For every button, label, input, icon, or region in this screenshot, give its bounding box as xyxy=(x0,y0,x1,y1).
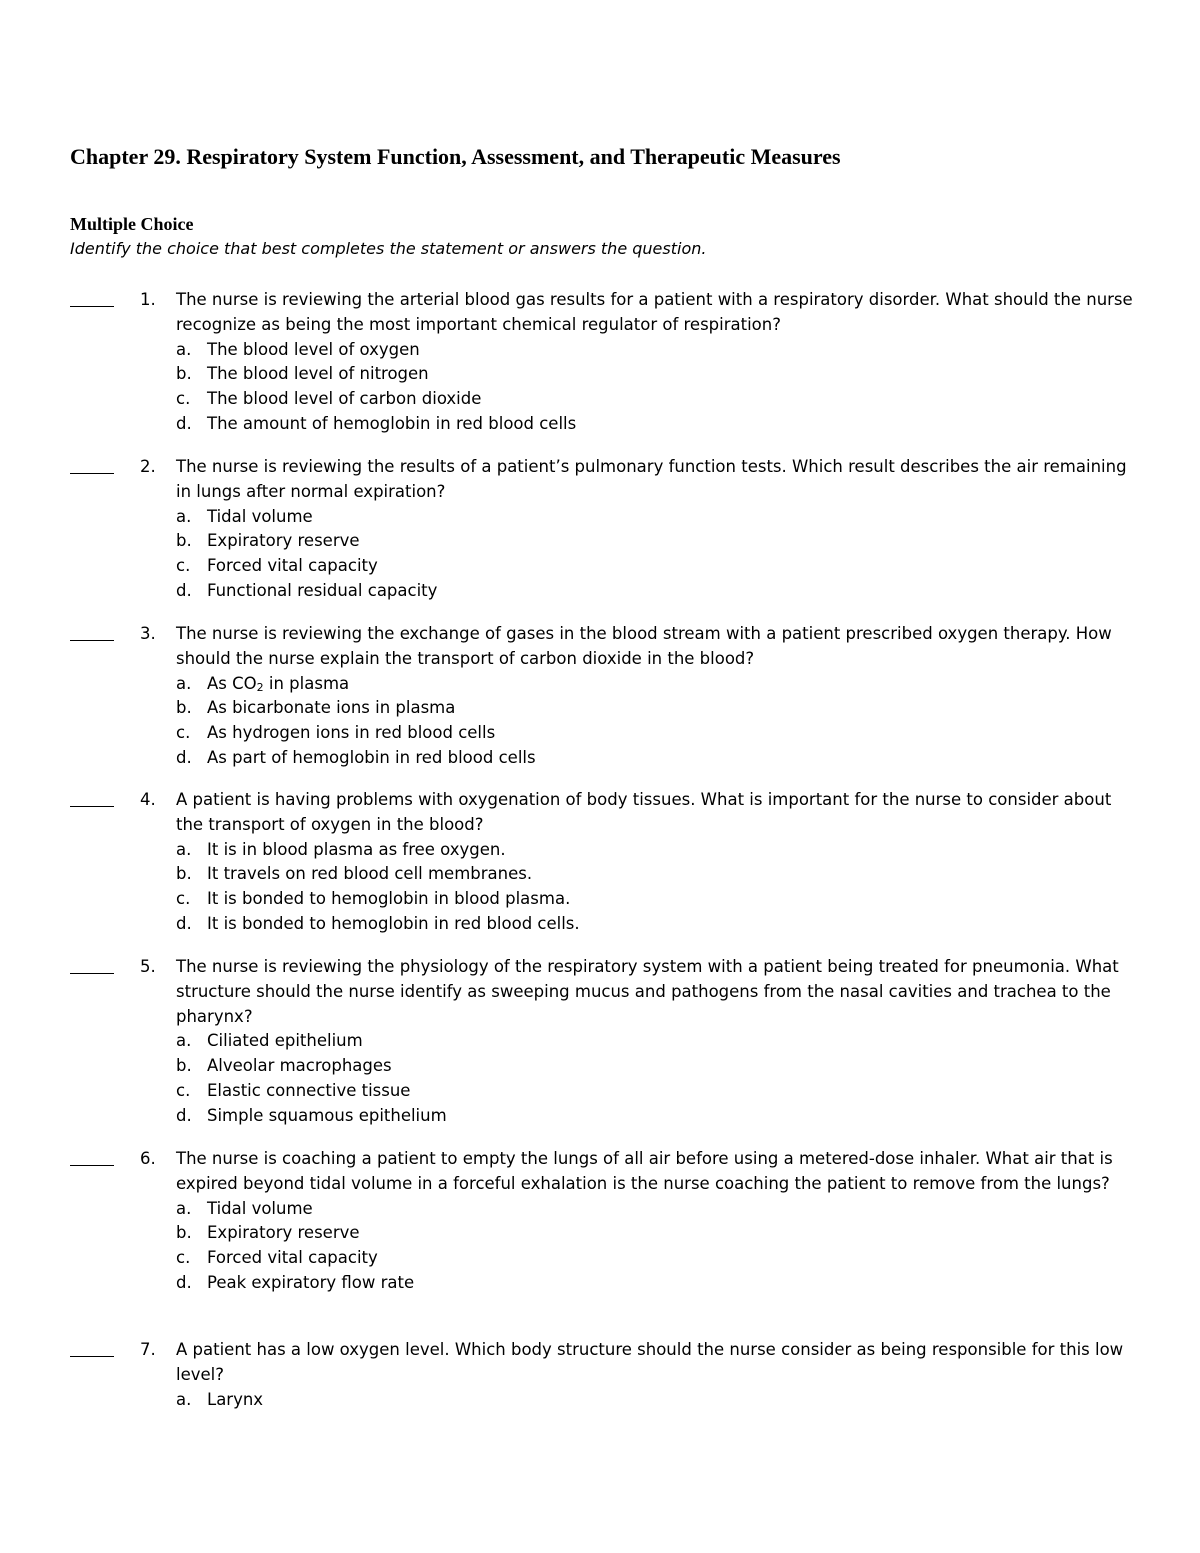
question-stem: A patient is having problems with oxygenation of body tissues. What is important for the nurse to consider about the transport of oxygen in the blood? xyxy=(176,790,1112,834)
choice-text: Elastic connective tissue xyxy=(207,1080,411,1100)
choice-letter: c. xyxy=(176,1248,191,1268)
choice-text: Simple squamous epithelium xyxy=(207,1105,447,1125)
question-number: 5. xyxy=(140,957,156,976)
choice-a xyxy=(176,1197,1140,1222)
choice-c xyxy=(176,1079,1140,1104)
question-1 xyxy=(70,288,1140,437)
question-number: 3. xyxy=(140,624,156,643)
question-4 xyxy=(70,788,1140,937)
choice-letter: b. xyxy=(176,698,192,718)
answer-blank[interactable] xyxy=(70,1165,114,1166)
choice-text: The blood level of carbon dioxide xyxy=(207,389,482,409)
choice-text: It is bonded to hemoglobin in blood plasma. xyxy=(207,889,571,909)
choice-b xyxy=(176,1221,1140,1246)
answer-blank[interactable] xyxy=(70,640,114,641)
question-5 xyxy=(70,955,1140,1129)
choice-text: The blood level of oxygen xyxy=(207,339,420,359)
choice-a xyxy=(176,838,1140,863)
question-stem: The nurse is coaching a patient to empty the lungs of all air before using a metered-dose inhaler. What air that is expired beyond tidal volume in a forceful exhalation is the nurse coaching the patient to remove from the lungs? xyxy=(176,1149,1113,1193)
section-title: Multiple Choice xyxy=(70,214,194,234)
choice-letter: d. xyxy=(176,580,192,600)
choice-letter: c. xyxy=(176,1080,191,1100)
choice-letter: b. xyxy=(176,864,192,884)
question-6 xyxy=(70,1147,1140,1296)
choice-letter: d. xyxy=(176,1272,192,1292)
question-2 xyxy=(70,455,1140,604)
choice-text: It is bonded to hemoglobin in red blood cells. xyxy=(207,913,580,933)
question-stem: The nurse is reviewing the exchange of gases in the blood stream with a patient prescribed oxygen therapy. How should the nurse explain the transport of carbon dioxide in the blood? xyxy=(176,624,1112,668)
choice-text: Expiratory reserve xyxy=(207,531,360,551)
choice-text: Expiratory reserve xyxy=(207,1223,360,1243)
choice-text: As part of hemoglobin in red blood cells xyxy=(207,747,536,767)
answer-blank[interactable] xyxy=(70,1356,114,1357)
question-number: 4. xyxy=(140,790,156,809)
choice-text: The blood level of nitrogen xyxy=(207,364,429,384)
choice-b xyxy=(176,1054,1140,1079)
choice-letter: a. xyxy=(176,506,192,526)
choice-a xyxy=(176,338,1140,363)
choice-text: Forced vital capacity xyxy=(207,556,378,576)
question-7 xyxy=(70,1338,1140,1412)
choice-letter: c. xyxy=(176,889,191,909)
question-stem: The nurse is reviewing the arterial blood gas results for a patient with a respiratory disorder. What should the nurse recognize as being the most important chemical regulator of respiration? xyxy=(176,290,1133,334)
instructions: Identify the choice that best completes the statement or answers the question. xyxy=(70,239,707,258)
choice-letter: a. xyxy=(176,1389,192,1409)
choice-d xyxy=(176,412,1140,437)
choice-letter: b. xyxy=(176,1223,192,1243)
choice-b xyxy=(176,362,1140,387)
question-number: 1. xyxy=(140,290,156,309)
answer-blank[interactable] xyxy=(70,473,114,474)
choice-text: The amount of hemoglobin in red blood cells xyxy=(207,413,577,433)
choice-subscript: 2 xyxy=(256,680,264,694)
choice-letter: b. xyxy=(176,531,192,551)
choice-d xyxy=(176,912,1140,937)
choice-d xyxy=(176,1104,1140,1129)
chapter-title: Chapter 29. Respiratory System Function, Assessment, and Therapeutic Measures xyxy=(70,144,841,169)
choice-b xyxy=(176,529,1140,554)
question-number: 6. xyxy=(140,1149,156,1168)
choice-b xyxy=(176,696,1140,721)
choice-text: As hydrogen ions in red blood cells xyxy=(207,723,496,743)
choice-letter: c. xyxy=(176,556,191,576)
choice-text: Ciliated epithelium xyxy=(207,1031,363,1051)
choice-letter: d. xyxy=(176,1105,192,1125)
choice-text: Alveolar macrophages xyxy=(207,1056,392,1076)
choice-text: Forced vital capacity xyxy=(207,1248,378,1268)
choice-a xyxy=(176,672,1140,697)
choice-letter: a. xyxy=(176,339,192,359)
choice-letter: c. xyxy=(176,723,191,743)
choice-text: As bicarbonate ions in plasma xyxy=(207,698,456,718)
choice-a xyxy=(176,505,1140,530)
question-stem: The nurse is reviewing the physiology of the respiratory system with a patient being treated for pneumonia. What structure should the nurse identify as sweeping mucus and pathogens from the nasal cavities and trachea to the pharynx? xyxy=(176,957,1119,1026)
choice-letter: d. xyxy=(176,747,192,767)
choice-b xyxy=(176,862,1140,887)
answer-blank[interactable] xyxy=(70,973,114,974)
question-3 xyxy=(70,622,1140,771)
choice-c xyxy=(176,554,1140,579)
choice-letter: c. xyxy=(176,389,191,409)
choice-text: Tidal volume xyxy=(207,1198,313,1218)
choice-c xyxy=(176,387,1140,412)
question-stem: The nurse is reviewing the results of a patient’s pulmonary function tests. Which result describes the air remaining in lungs after normal expiration? xyxy=(176,457,1127,501)
choice-c xyxy=(176,1246,1140,1271)
choice-a xyxy=(176,1029,1140,1054)
choice-letter: b. xyxy=(176,364,192,384)
answer-blank[interactable] xyxy=(70,806,114,807)
choice-letter: a. xyxy=(176,1031,192,1051)
choice-text: Functional residual capacity xyxy=(207,580,438,600)
choice-letter: a. xyxy=(176,839,192,859)
choice-text: As CO xyxy=(207,673,257,693)
choice-letter: a. xyxy=(176,1198,192,1218)
choice-text: It is in blood plasma as free oxygen. xyxy=(207,839,506,859)
choice-letter: b. xyxy=(176,1056,192,1076)
choice-text: Tidal volume xyxy=(207,506,313,526)
choice-d xyxy=(176,746,1140,771)
question-number: 7. xyxy=(140,1340,156,1359)
choice-d xyxy=(176,1271,1140,1296)
choice-c xyxy=(176,887,1140,912)
choice-letter: a. xyxy=(176,673,192,693)
choice-text: Peak expiratory flow rate xyxy=(207,1272,415,1292)
answer-blank[interactable] xyxy=(70,306,114,307)
choice-text: It travels on red blood cell membranes. xyxy=(207,864,533,884)
choice-text: in plasma xyxy=(263,673,350,693)
question-stem: A patient has a low oxygen level. Which body structure should the nurse consider as being responsible for this low level? xyxy=(176,1340,1124,1384)
choice-letter: d. xyxy=(176,913,192,933)
choice-a xyxy=(176,1388,1140,1413)
choice-c xyxy=(176,721,1140,746)
question-number: 2. xyxy=(140,457,156,476)
choice-letter: d. xyxy=(176,413,192,433)
choice-text: Larynx xyxy=(207,1389,264,1409)
choice-d xyxy=(176,579,1140,604)
